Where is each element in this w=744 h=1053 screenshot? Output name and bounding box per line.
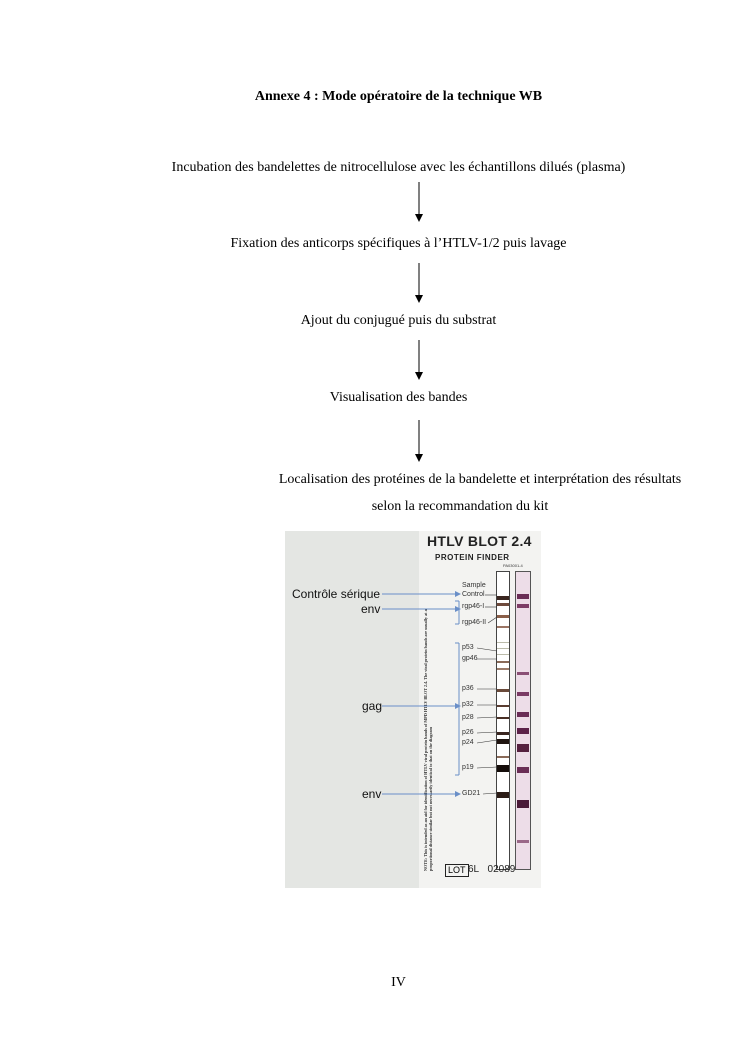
step-visualisation: Visualisation des bandes: [329, 390, 468, 405]
label-p36: p36: [462, 685, 474, 692]
flow-arrow-4: [414, 420, 424, 462]
kit-title: HTLV BLOT 2.4: [427, 533, 532, 549]
label-rgp46-ii: rgp46-II: [462, 619, 487, 626]
label-p32: p32: [462, 701, 474, 708]
kit-code: PA03001-4: [503, 563, 523, 568]
flow-arrow-2: [414, 263, 424, 303]
label-p24: p24: [462, 739, 474, 746]
label-rgp46-i: rgp46-I: [462, 603, 485, 610]
step-fixation: Fixation des anticorps spécifiques à l’HTLV-1/2 puis lavage: [230, 236, 567, 251]
label-gd21: GD21: [462, 790, 481, 797]
label-p28: p28: [462, 714, 474, 721]
label-p53: p53: [462, 644, 474, 651]
step-localisation-line1: Localisation des protéines de la bandelette et interprétation des résultats: [278, 472, 682, 487]
label-control: Control: [462, 591, 485, 598]
page-title: Annexe 4 : Mode opératoire de la technique WB: [254, 89, 543, 104]
lot-number: 6L 02089: [468, 864, 516, 875]
label-p26: p26: [462, 729, 474, 736]
flow-arrow-1: [414, 182, 424, 222]
step-conjugate: Ajout du conjugué puis du substrat: [300, 313, 497, 328]
label-p19: p19: [462, 764, 474, 771]
annotation-env-top: env: [361, 602, 381, 616]
page-number: IV: [391, 975, 406, 990]
label-gp46: gp46: [462, 655, 478, 662]
annotation-env-bottom: env: [362, 787, 382, 801]
flow-arrow-3: [414, 340, 424, 380]
step-incubation: Incubation des bandelettes de nitrocellulose avec les échantillons dilués (plasma): [171, 160, 626, 175]
step-localisation: [160, 466, 744, 520]
step-localisation-line2: selon la recommandation du kit: [371, 499, 549, 514]
kit-note-text: NOTE: This is intended as an aid for identification of HTLV viral protein bands of MPD HTLV BLOT 2.4. The viral protein bands are usually at a proportional distance similar but not necessarily identical to that on the diagram: [423, 609, 433, 871]
annotation-serum-control: Contrôle sérique: [292, 587, 381, 601]
kit-subtitle: PROTEIN FINDER: [435, 553, 510, 562]
lot-label: LOT: [445, 864, 469, 877]
western-blot-figure: [285, 531, 541, 888]
annotation-gag: gag: [362, 699, 383, 713]
annotation-lines: [285, 531, 541, 888]
label-sample: Sample: [462, 582, 486, 589]
